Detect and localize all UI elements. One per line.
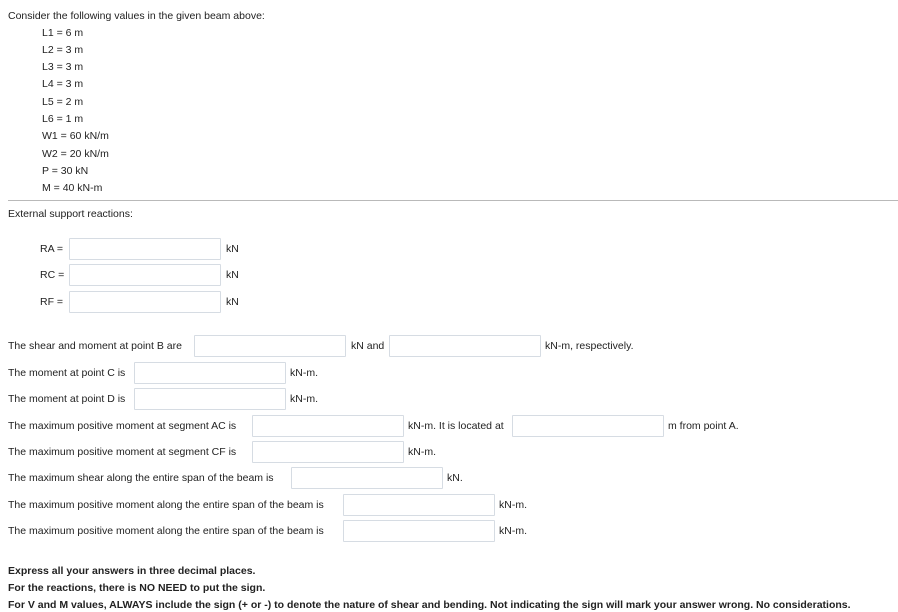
intro-text: Consider the following values in the given beam above: [8, 10, 265, 22]
section-divider [8, 200, 898, 201]
moment-d-input[interactable] [134, 388, 286, 410]
shear-b-unit: kN and [351, 340, 385, 352]
ra-label: RA = [40, 243, 64, 255]
instruction-decimals: Express all your answers in three decimal places. [8, 565, 256, 577]
moment-d-unit: kN-m. [290, 393, 318, 405]
max-pos-ac-unit: kN-m. It is located at [408, 420, 504, 432]
max-pos-span-unit-1: kN-m. [499, 499, 527, 511]
max-pos-cf-unit: kN-m. [408, 446, 436, 458]
max-shear-input[interactable] [291, 467, 443, 489]
max-shear-unit: kN. [447, 472, 463, 484]
given-l4: L4 = 3 m [42, 78, 84, 90]
given-l6: L6 = 1 m [42, 113, 84, 125]
max-pos-span-input-2[interactable] [343, 520, 495, 542]
max-shear-label: The maximum shear along the entire span of the beam is [8, 472, 274, 484]
max-pos-span-label-1: The maximum positive moment along the entire span of the beam is [8, 499, 324, 511]
rf-input[interactable] [69, 291, 221, 313]
given-l5: L5 = 2 m [42, 96, 84, 108]
max-pos-span-unit-2: kN-m. [499, 525, 527, 537]
moment-d-label: The moment at point D is [8, 393, 126, 405]
rc-unit: kN [226, 269, 239, 281]
ra-input[interactable] [69, 238, 221, 260]
rf-unit: kN [226, 296, 239, 308]
shear-b-input[interactable] [194, 335, 346, 357]
given-w2: W2 = 20 kN/m [42, 148, 109, 160]
given-w1: W1 = 60 kN/m [42, 130, 109, 142]
max-pos-span-label-2: The maximum positive moment along the entire span of the beam is [8, 525, 324, 537]
max-pos-cf-input[interactable] [252, 441, 404, 463]
moment-c-unit: kN-m. [290, 367, 318, 379]
given-l3: L3 = 3 m [42, 61, 84, 73]
rc-label: RC = [40, 269, 65, 281]
moment-c-label: The moment at point C is [8, 367, 126, 379]
given-l2: L2 = 3 m [42, 44, 84, 56]
reactions-heading: External support reactions: [8, 208, 133, 220]
given-p: P = 30 kN [42, 165, 89, 177]
max-pos-span-input-1[interactable] [343, 494, 495, 516]
max-pos-ac-input[interactable] [252, 415, 404, 437]
max-pos-ac-label: The maximum positive moment at segment AC is [8, 420, 237, 432]
max-pos-cf-label: The maximum positive moment at segment CF is [8, 446, 237, 458]
rf-label: RF = [40, 296, 64, 308]
ra-unit: kN [226, 243, 239, 255]
moment-b-input[interactable] [389, 335, 541, 357]
shear-moment-b-label: The shear and moment at point B are [8, 340, 182, 352]
moment-c-input[interactable] [134, 362, 286, 384]
given-m: M = 40 kN-m [42, 182, 103, 194]
given-l1: L1 = 6 m [42, 27, 84, 39]
max-pos-ac-location-unit: m from point A. [668, 420, 739, 432]
moment-b-unit: kN-m, respectively. [545, 340, 634, 352]
instruction-vm-sign: For V and M values, ALWAYS include the sign (+ or -) to denote the nature of shear and bending. Not indicating the sign will mark your answer wrong. No considerations. [8, 599, 851, 611]
instruction-reactions-sign: For the reactions, there is NO NEED to put the sign. [8, 582, 266, 594]
rc-input[interactable] [69, 264, 221, 286]
max-pos-ac-location-input[interactable] [512, 415, 664, 437]
